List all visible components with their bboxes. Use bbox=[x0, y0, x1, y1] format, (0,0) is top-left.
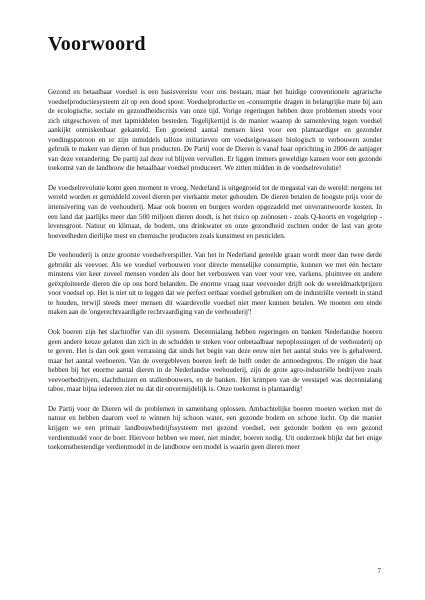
body-text bbox=[48, 88, 382, 453]
paragraph-5: De Partij voor de Dieren wil de problemen in samenhang oplossen. Ambachtelijke boeren moeten werken met de natuur en hebben daarom veel te winnen bij schoon water, een gezonde bodem en schone lucht. Op die manier krijgen we een primair landbouwbedrijfssysteem met gezond voedsel, een gezonde bodem en een gezond verdienmodel voor de boer. Hiervoor hebben we meer, niet minder, boeren nodig. Uit onderzoek blijkt dat het enige toekomstbestendige verdienmodel in de landbouw een model is waarin geen dieren meer bbox=[48, 404, 382, 452]
paragraph-1: Gezond en betaalbaar voedsel is een basisvereiste voor ons bestaan, maar het huidige conventionele agrarische voedselproductiesysteem zit op een dood spoor. Voedselproductie en -consumptie dragen in belangrijke mate bij aan de ecologische, sociale en gezondheidscrisis van onze tijd. Vorige regeringen hebben deze problemen steeds voor zich uitgeschoven of met lapmiddelen besteden. Tegelijkertijd is de manier waarop de samenleving tegen voedsel aankijkt onmiskenbaar gekanteld. Een groeiend aantal mensen kiest voor een plantaardiger en gezonder voedingspatroon en er zijn inmiddels talloze initiatieven om voedselgewassen biologisch te verbouwen zonder gebruik te maken van dieren of hun producten. De Partij voor de Dieren is vanaf haar oprichting in 2006 de aanjager van deze verandering. De partij zal deze rol blijven vervullen. Er liggen immers geweldige kansen voor een gezonde toekomst van de landbouw die betaalbaar voedsel produceert. We zitten midden in de voedselrevolutie! bbox=[48, 88, 382, 173]
paragraph-3: De veehouderij is onze grootste voedselverspiller. Van het in Nederland geteelde graan wordt meer dan twee derde gebruikt als veevoer. Als we voedsel verbouwen voor directe menselijke consumptie, kunnen we met één hectare minstens vier keer zoveel mensen voeden als door het verbouwen van voer voor vee, varkens, pluimvee en andere geëxploiteerde dieren die op ons bord belanden. De enorme vraag naar veevoeder drijft ook de wereldmarktprijzen voor voedsel op. Het is niet uit te leggen dat we perfect eetbaar voedsel gebruiken om de industriële veeteelt in stand te houden, terwijl steeds meer mensen dit waardevolle voedsel niet meer kunnen betalen. We moeten een einde maken aan de 'ongerechtvaardigde rechtvaardiging van de veehouderij'! bbox=[48, 251, 382, 317]
page-number: 7 bbox=[377, 567, 381, 575]
page-title: Voorwoord bbox=[48, 33, 146, 55]
paragraph-2: De voedselrevolutie komt geen moment te vroeg. Nederland is uitgegroeid tot de megastal van de wereld: nergens ter wereld worden er gemiddeld zoveel dieren per vierkante meter gehouden. De dieren betalen de hoogste prijs voor de intensivering van de veehouderij. Maar ook boeren en burgers worden opgezadeld met onverantwoorde kosten. In een land dat jaarlijks meer dan 500 miljoen dieren doodt, is het risico op zoönosen - zoals Q-koorts en vogelgriep - levensgroot. Natuur en klimaat, de bodem, ons drinkwater en onze gezondheid zuchten onder de last van grote hoeveelheden dierlijke mest en chemische producten zoals kunstmest en pesticiden. bbox=[48, 183, 382, 240]
paragraph-4: Ook boeren zijn het slachtoffer van dit systeem. Decennialang hebben regeringen en banken Nederlandse boeren geen andere keuze gelaten dan zich in de schulden te steken voor onbetaalbaar nepoplossingen of de veehouderij op te geven. Het is dan ook geen verrassing dat sinds het begin van deze eeuw niet het aantal stuks vee is gehalveerd, maar het aantal veeboeren. Van de overgebleven boeren leeft de helft onder de armoedegrens. De enigen die baat hebben bij het enorme aantal dieren in de Nederlandse veehouderij, zijn de grote agro-industriële bedrijven zoals veevoerbedrijven, slachthuizen en stallenbouwers, en de banken. Het krimpen van de veestapel was decennialang taboe, maar bijna iedereen ziet nu dat dit onvermijdelijk is. Onze toekomst is plantaardig! bbox=[48, 328, 382, 394]
page-content bbox=[48, 32, 382, 463]
